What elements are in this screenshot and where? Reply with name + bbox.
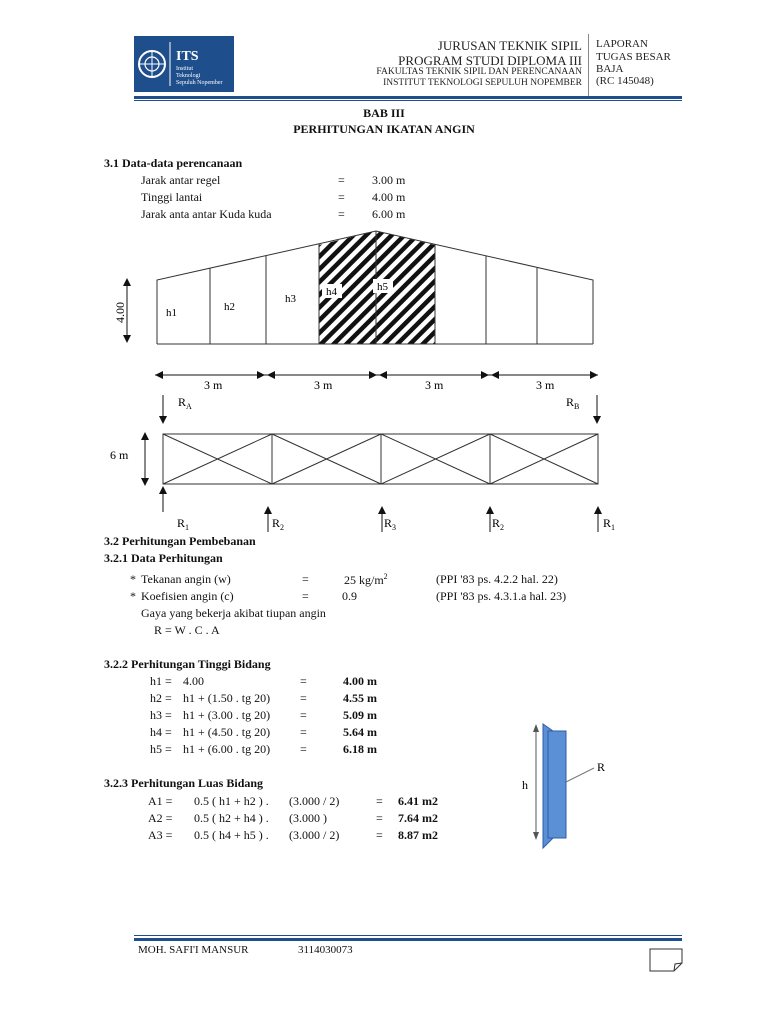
data-label: Tekanan angin (w) xyxy=(141,572,231,586)
data-row-eq: = xyxy=(338,207,345,221)
report-subject: BAJA xyxy=(596,63,624,75)
report-label: LAPORAN xyxy=(596,38,648,50)
dept-name: JURUSAN TEKNIK SIPIL xyxy=(437,38,582,53)
data-row-value: 6.00 m xyxy=(372,207,406,221)
report-course: TUGAS BESAR xyxy=(596,51,671,63)
height-dimension-label: 4.00 xyxy=(113,302,127,323)
ra-label: $R_A$ xyxy=(178,395,192,411)
span-label: 3 m xyxy=(425,378,444,392)
height-row-expr: h1 + (6.00 . tg 20) xyxy=(183,742,271,756)
data-row-eq: = xyxy=(338,173,345,187)
wind-pressure-value: 25 $kg/m^2$ xyxy=(344,572,388,587)
section-3-2-1-heading: 3.2.1 Data Perhitungan xyxy=(104,551,223,565)
area-row-eq: = xyxy=(376,794,383,808)
page-corner-icon xyxy=(649,948,683,972)
data-row-eq: = xyxy=(338,190,345,204)
span-label: 3 m xyxy=(204,378,223,392)
width-dimension-label: 6 m xyxy=(110,448,129,462)
footer-rule-thin xyxy=(134,935,682,936)
area-row-expr: 0.5 ( h2 + h4 ) . xyxy=(194,811,269,825)
height-row-lhs: h1 = xyxy=(150,674,172,688)
data-row-value: 3.00 m xyxy=(372,173,406,187)
chapter-number: BAB III xyxy=(363,106,405,120)
area-row-expr: 0.5 ( h1 + h2 ) . xyxy=(194,794,269,808)
height-row-expr: 4.00 xyxy=(183,674,204,688)
r-leader-line xyxy=(566,768,594,782)
segment-label-h4: h4 xyxy=(326,286,337,298)
area-row-eq: = xyxy=(376,828,383,842)
height-row-result: 5.09 m xyxy=(343,708,377,722)
force-description: Gaya yang bekerja akibat tiupan angin xyxy=(141,606,326,620)
height-row-expr: h1 + (1.50 . tg 20) xyxy=(183,691,271,705)
height-row-lhs: h5 = xyxy=(150,742,172,756)
institute-name: INSTITUT TEKNOLOGI SEPULUH NOPEMBER xyxy=(383,78,582,88)
height-row-expr: h1 + (4.50 . tg 20) xyxy=(183,725,271,739)
data-ref: (PPI '83 ps. 4.3.1.a hal. 23) xyxy=(436,589,567,603)
reaction-r1-left: $R_1$ xyxy=(177,516,190,532)
rb-label: $R_B$ xyxy=(566,395,580,411)
height-row-expr: h1 + (3.00 . tg 20) xyxy=(183,708,271,722)
footer-rule-thick xyxy=(134,938,682,941)
area-row-eq: = xyxy=(376,811,383,825)
reaction-r2-right: $R_2$ xyxy=(492,516,505,532)
data-row-value: 4.00 m xyxy=(372,190,406,204)
section-3-2-3-heading: 3.2.3 Perhitungan Luas Bidang xyxy=(104,776,264,790)
faculty-name: FAKULTAS TEKNIK SIPIL DAN PERENCANAAN xyxy=(376,67,582,77)
report-code: (RC 145048) xyxy=(596,75,654,87)
area-row-result: 6.41 m2 xyxy=(398,794,438,808)
reaction-r3: $R_3$ xyxy=(384,516,397,532)
area-row-mult: (3.000 ) xyxy=(289,811,327,825)
height-row-eq: = xyxy=(300,691,307,705)
data-bullet: * xyxy=(130,589,136,603)
height-row-eq: = xyxy=(300,742,307,756)
height-row-result: 5.64 m xyxy=(343,725,377,739)
segment-label-h3: h3 xyxy=(285,293,296,305)
height-row-eq: = xyxy=(300,674,307,688)
logo-text: ITS xyxy=(176,49,199,64)
force-formula: R = W . C . A xyxy=(154,623,220,637)
data-row-label: Jarak antar regel xyxy=(141,173,221,187)
segment-label-h1: h1 xyxy=(166,307,177,319)
height-row-eq: = xyxy=(300,725,307,739)
area-row-mult: (3.000 / 2) xyxy=(289,794,340,808)
section-3-2-2-heading: 3.2.2 Perhitungan Tinggi Bidang xyxy=(104,657,271,671)
span-label: 3 m xyxy=(314,378,333,392)
segment-label-h2: h2 xyxy=(224,301,235,313)
height-row-result: 4.00 m xyxy=(343,674,377,688)
data-bullet: * xyxy=(130,572,136,586)
logo-sub-2: Teknologi xyxy=(176,73,201,79)
height-row-lhs: h4 = xyxy=(150,725,172,739)
area-row-mult: (3.000 / 2) xyxy=(289,828,340,842)
area-row-expr: 0.5 ( h4 + h5 ) . xyxy=(194,828,269,842)
program-name: PROGRAM STUDI DIPLOMA III xyxy=(398,53,582,68)
area-row-lhs: A2 = xyxy=(148,811,173,825)
height-row-result: 4.55 m xyxy=(343,691,377,705)
span-label: 3 m xyxy=(536,378,555,392)
area-row-result: 8.87 m2 xyxy=(398,828,438,842)
area-row-lhs: A3 = xyxy=(148,828,173,842)
reaction-r1-right: $R_1$ xyxy=(603,516,616,532)
data-row-label: Jarak anta antar Kuda kuda xyxy=(141,207,272,221)
data-label: Koefisien angin (c) xyxy=(141,589,234,603)
data-eq: = xyxy=(302,589,309,603)
data-eq: = xyxy=(302,572,309,586)
wind-coefficient-value: 0.9 xyxy=(342,589,357,603)
reaction-r2-left: $R_2$ xyxy=(272,516,285,532)
section-3-1-heading: 3.1 Data-data perencanaan xyxy=(104,156,243,170)
column-r-label: R xyxy=(597,760,606,774)
author-nrp: 3114030073 xyxy=(298,944,353,956)
height-row-lhs: h2 = xyxy=(150,691,172,705)
area-row-result: 7.64 m2 xyxy=(398,811,438,825)
height-row-eq: = xyxy=(300,708,307,722)
author-name: MOH. SAFI'I MANSUR xyxy=(138,944,249,956)
area-row-lhs: A1 = xyxy=(148,794,173,808)
logo-sub-3: Sepuluh Nopember xyxy=(176,80,223,86)
data-ref: (PPI '83 ps. 4.2.2 hal. 22) xyxy=(436,572,558,586)
segment-label-h5: h5 xyxy=(377,281,388,293)
height-row-lhs: h3 = xyxy=(150,708,172,722)
height-row-result: 6.18 m xyxy=(343,742,377,756)
data-row-label: Tinggi lantai xyxy=(141,190,203,204)
logo-sub-1: Institut xyxy=(176,66,194,72)
column-h-label: h xyxy=(522,778,528,792)
chapter-title: PERHITUNGAN IKATAN ANGIN xyxy=(293,122,475,136)
section-3-2-heading: 3.2 Perhitungan Pembebanan xyxy=(104,534,256,548)
